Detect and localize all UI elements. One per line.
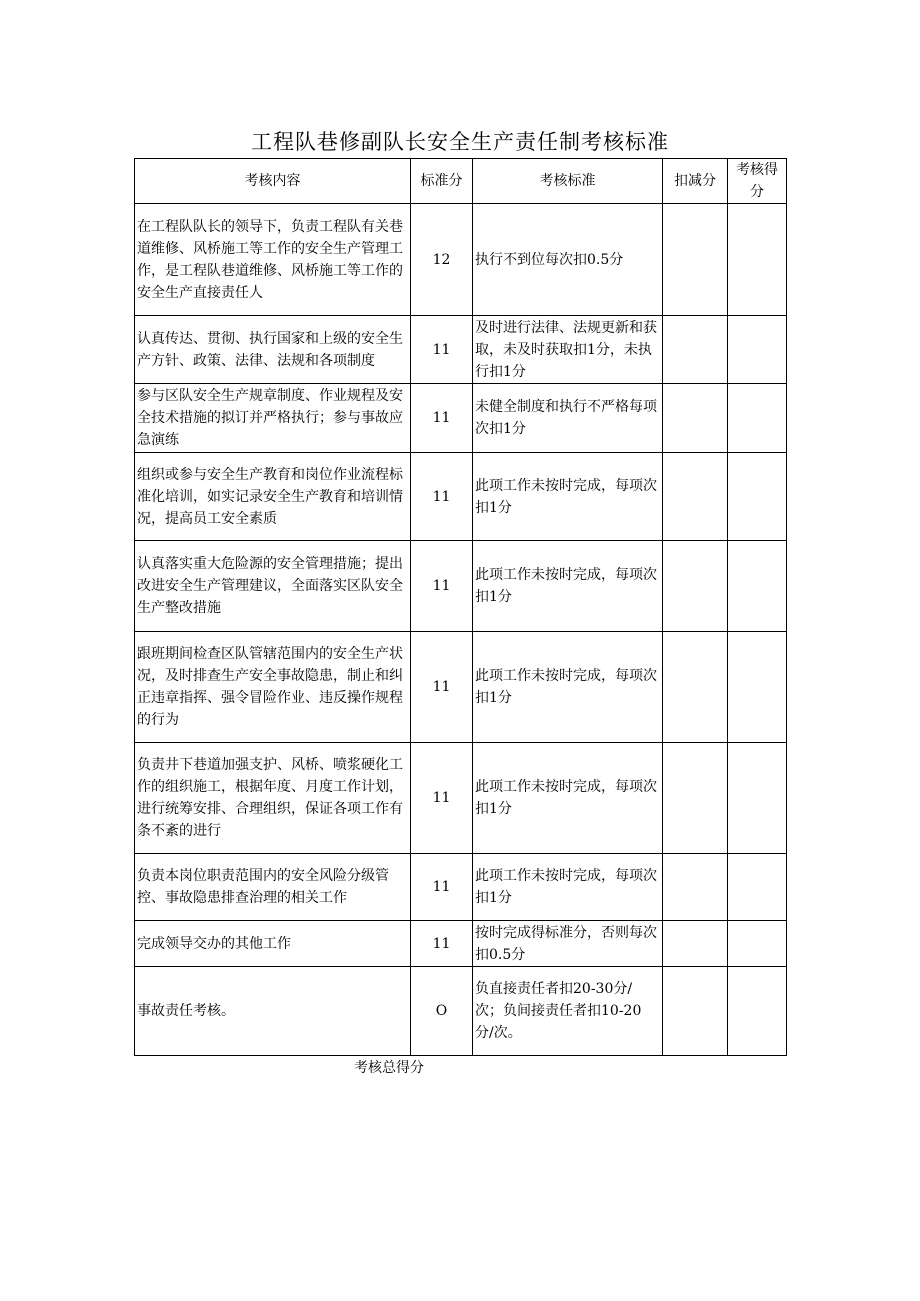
row-score-cell[interactable] [728,316,787,384]
row-deduction-cell[interactable] [663,743,728,854]
row-content: 在工程队队长的领导下，负责工程队有关巷道维修、风桥施工等工作的安全生产管理工作，是工程队巷道维修、风桥施工等工作的安全生产直接责任人 [135,204,411,316]
header-deduction: 扣减分 [663,159,728,204]
row-score-cell[interactable] [728,743,787,854]
row-criteria: 按时完成得标准分，否则每次扣0.5分 [473,921,663,967]
row-standard-points: 11 [411,632,473,743]
row-standard-points: 11 [411,541,473,632]
row-deduction-cell[interactable] [663,384,728,453]
row-score-cell[interactable] [728,453,787,541]
row-deduction-cell[interactable] [663,632,728,743]
assessment-table [134,158,787,1056]
row-deduction-cell[interactable] [663,854,728,921]
header-row [135,159,787,204]
row-score-cell[interactable] [728,384,787,453]
row-deduction-cell[interactable] [663,967,728,1056]
header-score: 考核得分 [728,159,787,204]
row-content: 参与区队安全生产规章制度、作业规程及安全技术措施的拟订并严格执行；参与事故应急演练 [135,384,411,453]
table-row [135,316,787,384]
total-score-label: 考核总得分 [354,1060,424,1076]
row-content: 认真落实重大危险源的安全管理措施；提出改进安全生产管理建议，全面落实区队安全生产整改措施 [135,541,411,632]
row-standard-points: 11 [411,854,473,921]
row-criteria: 未健全制度和执行不严格每项次扣1分 [473,384,663,453]
row-content: 负责本岗位职责范围内的安全风险分级管控、事故隐患排查治理的相关工作 [135,854,411,921]
row-standard-points: 11 [411,453,473,541]
row-criteria: 此项工作未按时完成，每项次扣1分 [473,541,663,632]
row-score-cell[interactable] [728,921,787,967]
row-standard-points: O [411,967,473,1056]
row-deduction-cell[interactable] [663,453,728,541]
table-row [135,453,787,541]
header-standard-points: 标准分 [411,159,473,204]
row-criteria: 此项工作未按时完成，每项次扣1分 [473,453,663,541]
table-row [135,632,787,743]
row-criteria: 此项工作未按时完成，每项次扣1分 [473,854,663,921]
row-standard-points: 12 [411,204,473,316]
row-content: 跟班期间检查区队管辖范围内的安全生产状况，及时排查生产安全事故隐患，制止和纠正违章指挥、强令冒险作业、违反操作规程的行为 [135,632,411,743]
row-deduction-cell[interactable] [663,541,728,632]
row-standard-points: 11 [411,743,473,854]
table-row [135,921,787,967]
row-standard-points: 11 [411,921,473,967]
row-score-cell[interactable] [728,967,787,1056]
row-content: 负责井下巷道加强支护、风桥、喷浆硬化工作的组织施工，根据年度、月度工作计划，进行统筹安排、合理组织，保证各项工作有条不紊的进行 [135,743,411,854]
row-criteria: 此项工作未按时完成，每项次扣1分 [473,632,663,743]
row-criteria: 执行不到位每次扣0.5分 [473,204,663,316]
row-criteria: 及时进行法律、法规更新和获取，未及时获取扣1分，未执行扣1分 [473,316,663,384]
row-content: 组织或参与安全生产教育和岗位作业流程标准化培训，如实记录安全生产教育和培训情况，提高员工安全素质 [135,453,411,541]
row-standard-points: 11 [411,384,473,453]
table-row [135,204,787,316]
row-content: 认真传达、贯彻、执行国家和上级的安全生产方针、政策、法律、法规和各项制度 [135,316,411,384]
row-criteria: 负直接责任者扣20-30分/次；负间接责任者扣10-20分/次。 [473,967,663,1056]
row-deduction-cell[interactable] [663,316,728,384]
row-deduction-cell[interactable] [663,921,728,967]
header-criteria: 考核标准 [473,159,663,204]
row-score-cell[interactable] [728,541,787,632]
row-standard-points: 11 [411,316,473,384]
document-title: 工程队巷修副队长安全生产责任制考核标准 [251,130,669,154]
header-content: 考核内容 [135,159,411,204]
row-deduction-cell[interactable] [663,204,728,316]
row-score-cell[interactable] [728,204,787,316]
row-criteria: 此项工作未按时完成，每项次扣1分 [473,743,663,854]
row-score-cell[interactable] [728,854,787,921]
table-row [135,967,787,1056]
table-row [135,854,787,921]
table-row [135,743,787,854]
table-row [135,541,787,632]
row-score-cell[interactable] [728,632,787,743]
row-content: 事故责任考核。 [135,967,411,1056]
row-content: 完成领导交办的其他工作 [135,921,411,967]
table-row [135,384,787,453]
